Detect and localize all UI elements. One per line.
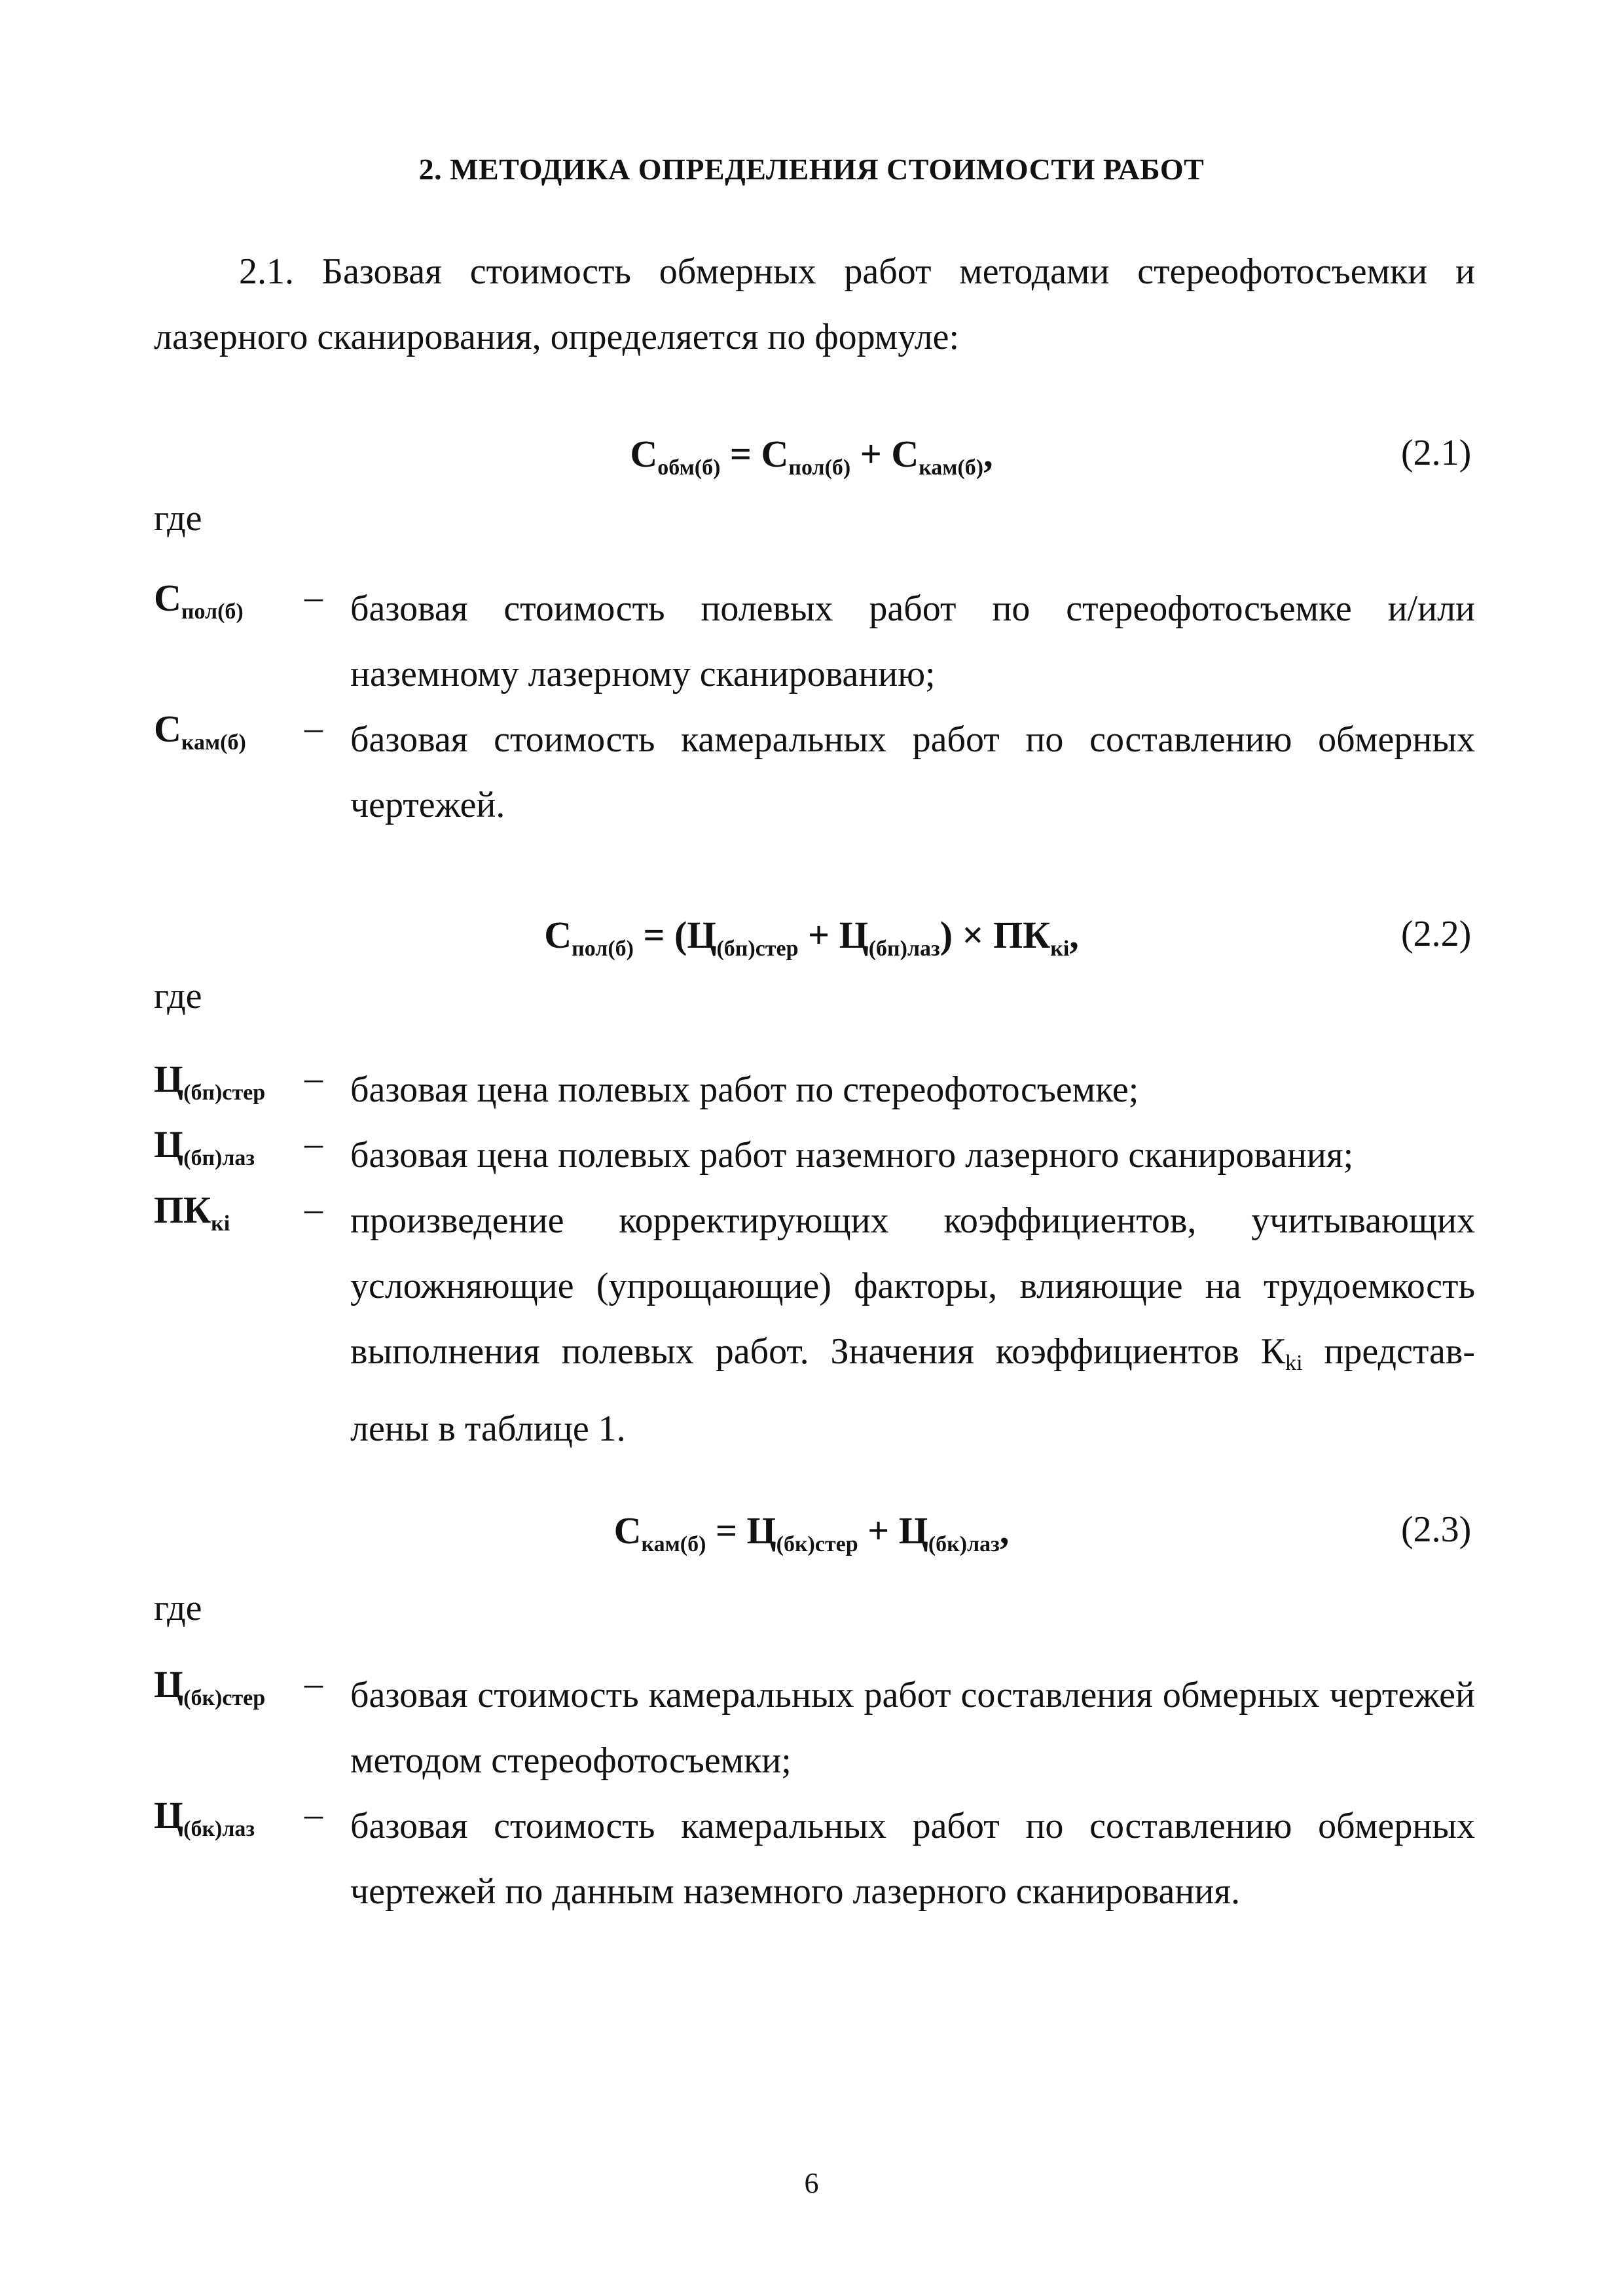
definition-dash: –: [304, 1189, 323, 1229]
definition-text: произведение корректирующих коэффициентов, учитывающих усложняющие (упрощающие) факторы, влияющие на трудоемкость выполнения полевых работ. Значения коэффициентов $К_{ki}$ представ-лены в таблице 1.: [350, 1200, 1475, 1449]
formula-2-2: $С_{пол(б)} = (Ц_{(бп)стер} + Ц_{(бп)лаз}) \times ПК_{кi}$,: [544, 914, 1079, 961]
definition-term: $ПК_{кi}$: [154, 1189, 230, 1236]
definition-term: $Ц_{(бп)стер}$: [154, 1058, 266, 1105]
formula-2-1: $С_{обм(б)} = С_{пол(б)} + С_{кам(б)}$,: [630, 433, 993, 480]
definition-term: $Ц_{(бк)лаз}$: [154, 1794, 255, 1841]
definition-text: базовая стоимость камеральных работ по составлению обмерных чертежей.: [350, 719, 1475, 825]
definition-term: $С_{кам(б)}$: [154, 708, 246, 755]
definition-dash: –: [304, 1794, 323, 1835]
definition-text: базовая стоимость полевых работ по стереофотосъемке и/или наземному лазерному сканированию;: [350, 588, 1475, 694]
intro-paragraph: 2.1. Базовая стоимость обмерных работ методами стереофотосъемки и лазерного сканирования, определяется по формуле:: [154, 251, 1475, 357]
definition-text: базовая цена полевых работ наземного лазерного сканирования;: [350, 1135, 1354, 1175]
definition-term: $Ц_{(бк)стер}$: [154, 1663, 266, 1710]
definition-dash: –: [304, 1663, 323, 1704]
definition-term: $С_{пол(б)}$: [154, 577, 244, 624]
definition-text: базовая цена полевых работ по стереофотосъемке;: [350, 1069, 1139, 1110]
where-label: где: [154, 1588, 202, 1628]
definition-dash: –: [304, 1123, 323, 1164]
formula-2-3: $С_{кам(б)} = Ц_{(бк)стер} + Ц_{(бк)лаз}$,: [613, 1509, 1010, 1556]
where-label: где: [154, 498, 202, 539]
page-number: 6: [804, 2167, 819, 2199]
definition-dash: –: [304, 708, 323, 748]
definition-text: базовая стоимость камеральных работ по составлению обмерных чертежей по данным наземного лазерного сканирования.: [350, 1806, 1475, 1912]
equation-number-2-1: (2.1): [1401, 433, 1472, 473]
section-heading: 2. МЕТОДИКА ОПРЕДЕЛЕНИЯ СТОИМОСТИ РАБОТ: [418, 152, 1205, 186]
where-label: где: [154, 976, 202, 1016]
definition-dash: –: [304, 577, 323, 617]
definition-text: базовая стоимость камеральных работ составления обмерных чертежей методом стереофотосъемки;: [350, 1675, 1475, 1781]
definition-term: $Ц_{(бп)лаз}$: [154, 1123, 255, 1170]
equation-number-2-2: (2.2): [1401, 914, 1472, 954]
equation-number-2-3: (2.3): [1401, 1509, 1472, 1550]
definition-dash: –: [304, 1058, 323, 1098]
